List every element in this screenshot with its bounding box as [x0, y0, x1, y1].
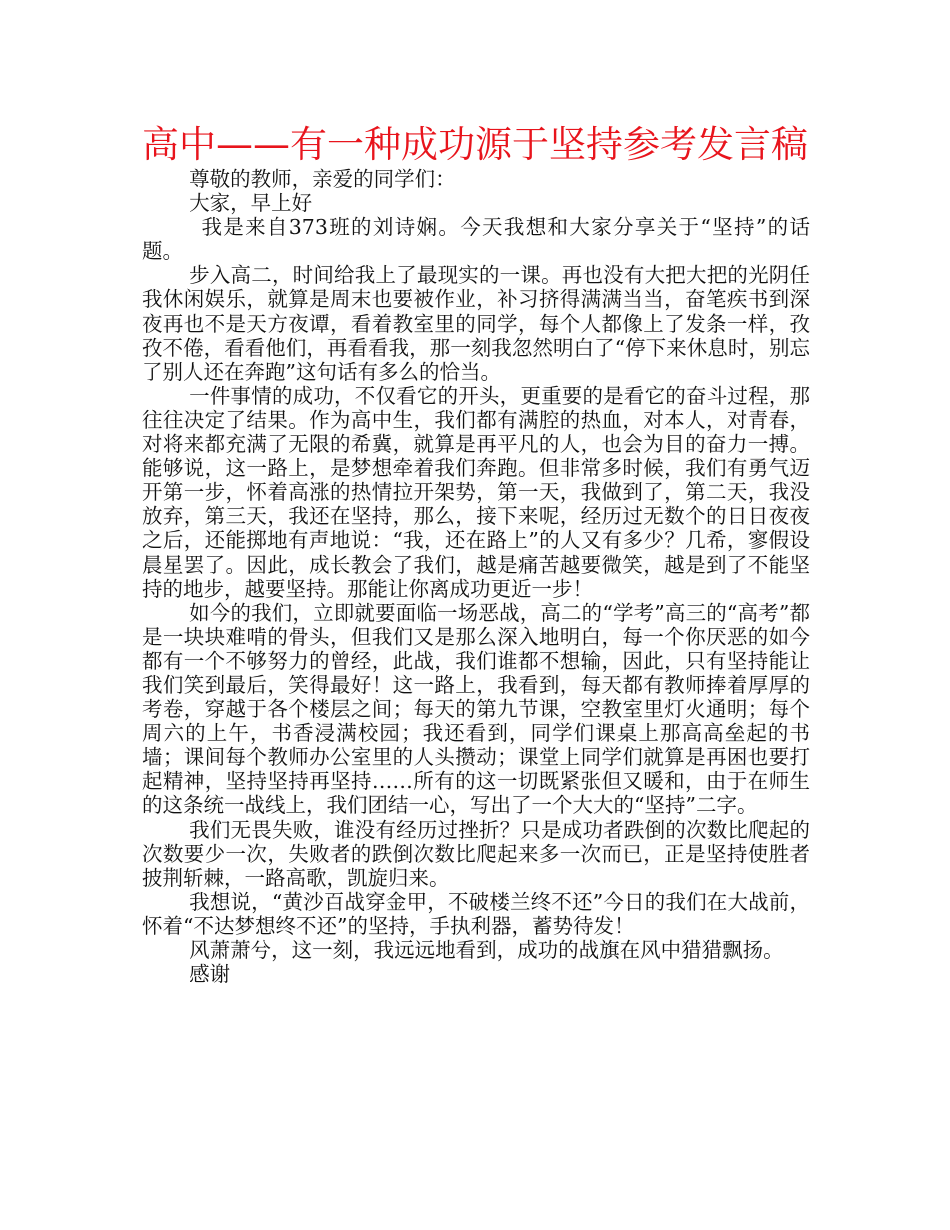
- paragraph-body: 一件事情的成功，不仅看它的开头，更重要的是看它的奋斗过程，那往往决定了结果。作为高中生，我们都有满腔的热血，对本人，对青春，对将来都充满了无限的希冀，就算是再平凡的人，也会为目的奋力一搏。能够说，这一路上，是梦想牵着我们奔跑。但非常多时候，我们有勇气迈开第一步，怀着高涨的热情拉开架势，第一天，我做到了，第二天，我没放弃，第三天，我还在坚持，那么，接下来呢，经历过无数个的日日夜夜之后，还能掷地有声地说：“我，还在路上”的人又有多少？几希，寥假设晨星罢了。因此，成长教会了我们，越是痛苦越要微笑，越是到了不能坚持的地步，越要坚持。那能让你离成功更近一步！: [142, 383, 810, 601]
- paragraph-closing: 感谢: [189, 962, 231, 987]
- paragraph-body: 如今的我们，立即就要面临一场恶战，高二的“学考”高三的“高考”都是一块块难啃的骨头，但我们又是那么深入地明白，每一个你厌恶的如今都有一个不够努力的曾经，此战，我们谁都不想输，因此，只有坚持能让我们笑到最后，笑得最好！这一路上，我看到，每天都有教师捧着厚厚的考卷，穿越于各个楼层之间；每天的第九节课，空教室里灯火通明；每个周六的上午，书香浸满校园；我还看到，同学们课桌上那高高垒起的书墙；课间每个教师办公室里的人头攒动；课堂上同学们就算是再困也要打起精神，坚持坚持再坚持……所有的这一切既紧张但又暖和，由于在师生的这条统一战线上，我们团结一心，写出了一个大大的“坚持”二字。: [142, 600, 810, 818]
- paragraph-body: 步入高二，时间给我上了最现实的一课。再也没有大把大把的光阴任我休闲娱乐，就算是周末也要被作业，补习挤得满满当当，奋笔疾书到深夜再也不是天方夜谭，看着教室里的同学，每个人都像上了发条一样，孜孜不倦，看看他们，再看看我，那一刻我忽然明白了“停下来休息时，别忘了别人还在奔跑”这句话有多么的恰当。: [142, 263, 810, 384]
- document-body: [142, 167, 810, 986]
- document-title: 高中——有一种成功源于坚持参考发言稿: [142, 123, 808, 166]
- paragraph-body: 风萧萧兮，这一刻，我远远地看到，成功的战旗在风中猎猎飘扬。: [189, 938, 784, 962]
- paragraph-body: 我想说，“黄沙百战穿金甲，不破楼兰终不还”今日的我们在大战前，怀着“不达梦想终不还”的坚持，手执利器，蓄势待发！: [142, 889, 810, 938]
- paragraph-intro: 我是来自373班的刘诗娴。今天我想和大家分享关于“坚持”的话题。: [142, 215, 810, 264]
- paragraph-greeting: 大家，早上好: [189, 191, 313, 216]
- paragraph-body: 我们无畏失败，谁没有经历过挫折？只是成功者跌倒的次数比爬起的次数要少一次，失败者的跌倒次数比爬起来多一次而已，正是坚持使胜者披荆斩棘，一路高歌，凯旋归来。: [142, 817, 810, 890]
- paragraph-salutation: 尊敬的教师，亲爱的同学们：: [189, 167, 456, 191]
